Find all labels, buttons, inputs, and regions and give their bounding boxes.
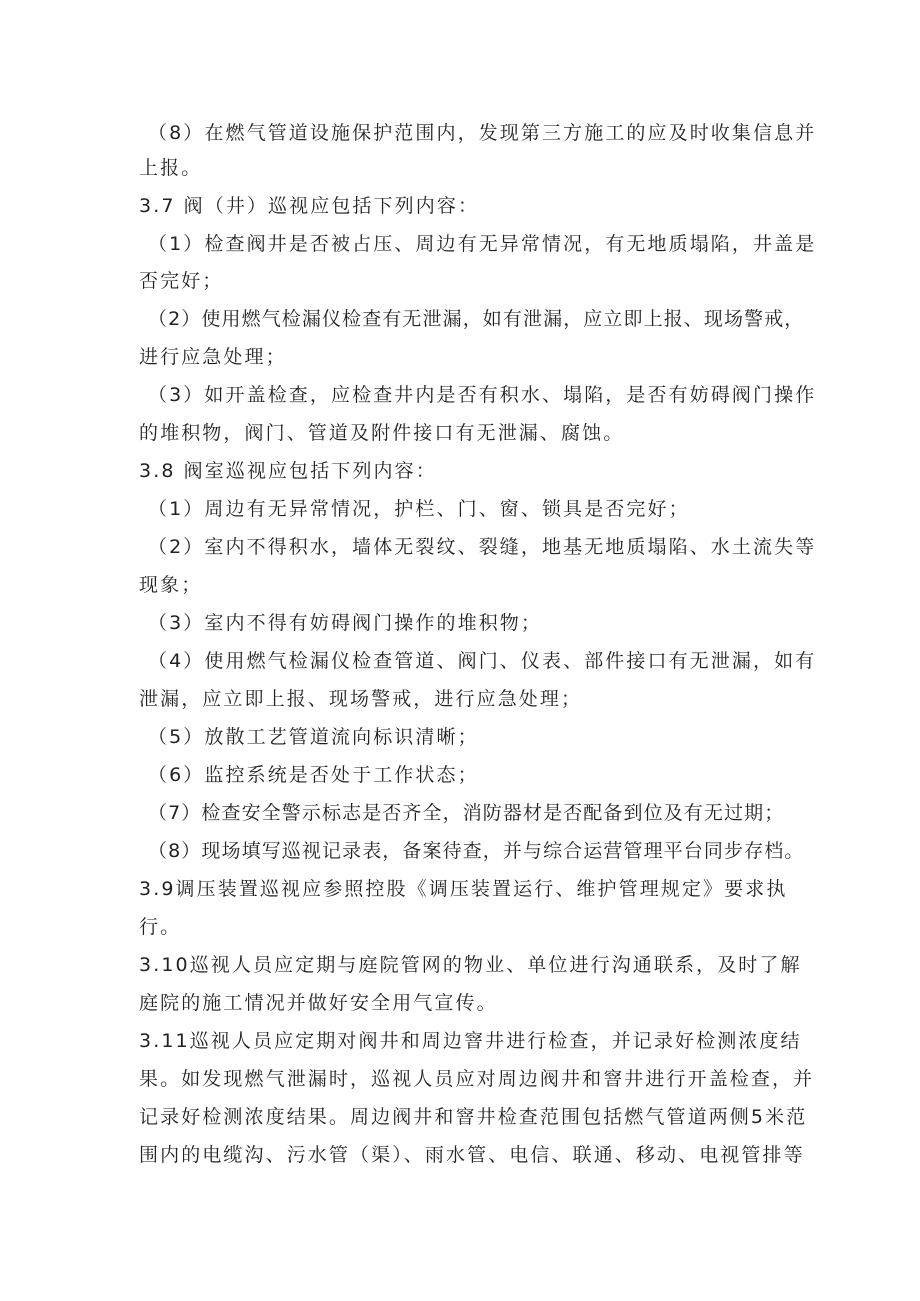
text-line-section-3-6-item-8: （8）在燃气管道设施保护范围内，发现第三方施工的应及时收集信息并 [148,122,817,144]
text-line-section-3-8-item-6: （6）监控系统是否处于工作状态； [148,764,479,786]
text-line-section-3-9-cont: 行。 [139,916,182,938]
section-heading-3-8: 3.8 阀室巡视应包括下列内容： [139,460,437,482]
text-line-section-3-7-item-1: （1）检查阀井是否被占压、周边有无异常情况，有无地质塌陷，井盖是 [148,233,817,255]
text-line-section-3-8-item-7: （7）检查安全警示标志是否齐全，消防器材是否配备到位及有无过期； [148,802,785,824]
text-line-section-3-8-item-4: （4）使用燃气检漏仪检查管道、阀门、仪表、部件接口有无泄漏，如有 [148,650,817,672]
text-line-section-3-8-item-2: （2）室内不得积水，墙体无裂纹、裂缝，地基无地质塌陷、水土流失等 [148,536,817,558]
text-line-section-3-8-item-1: （1）周边有无异常情况，护栏、门、窗、锁具是否完好； [148,498,690,520]
text-line-section-3-11-cont-3: 围内的电缆沟、污水管（渠）、雨水管、电信、联通、移动、电视管排等 [139,1144,805,1166]
text-line-section-3-6-item-8-cont: 上报。 [139,157,203,179]
section-heading-3-9: 3.9调压装置巡视应参照控股《调压装置运行、维护管理规定》要求执 [139,878,788,900]
text-line-section-3-10-cont: 庭院的施工情况并做好安全用气宣传。 [139,992,498,1014]
text-line-section-3-8-item-3: （3）室内不得有妨碍阀门操作的堆积物； [148,612,542,634]
section-heading-3-11: 3.11巡视人员应定期对阀井和周边窨井进行检查，并记录好检测浓度结 [139,1030,802,1052]
section-heading-3-7: 3.7 阀（井）巡视应包括下列内容： [139,195,480,217]
text-line-section-3-11-cont-2: 记录好检测浓度结果。周边阀井和窨井检查范围包括燃气管道两侧5米范 [139,1106,808,1128]
text-line-section-3-7-item-2: （2）使用燃气检漏仪检查有无泄漏，如有泄漏，应立即上报、现场警戒， [148,308,805,330]
text-line-section-3-7-item-2-cont: 进行应急处理； [139,346,287,368]
text-line-section-3-8-item-2-cont: 现象； [139,574,203,596]
section-heading-3-10: 3.10巡视人员应定期与庭院管网的物业、单位进行沟通联系，及时了解 [139,954,802,976]
text-line-section-3-7-item-1-cont: 否完好； [139,270,224,292]
text-line-section-3-7-item-3-cont: 的堆积物，阀门、管道及附件接口有无泄漏、腐蚀。 [139,422,625,444]
text-line-section-3-11-cont-1: 果。如发现燃气泄漏时，巡视人员应对周边阀井和窨井进行开盖检查，并 [139,1068,815,1090]
text-line-section-3-8-item-4-cont: 泄漏，应立即上报、现场警戒，进行应急处理； [139,688,583,710]
text-line-section-3-8-item-8: （8）现场填写巡视记录表，备案待查，并与综合运营管理平台同步存档。 [148,840,805,862]
text-line-section-3-7-item-3: （3）如开盖检查，应检查井内是否有积水、塌陷，是否有妨碍阀门操作 [148,384,817,406]
text-line-section-3-8-item-5: （5）放散工艺管道流向标识清晰； [148,726,479,748]
